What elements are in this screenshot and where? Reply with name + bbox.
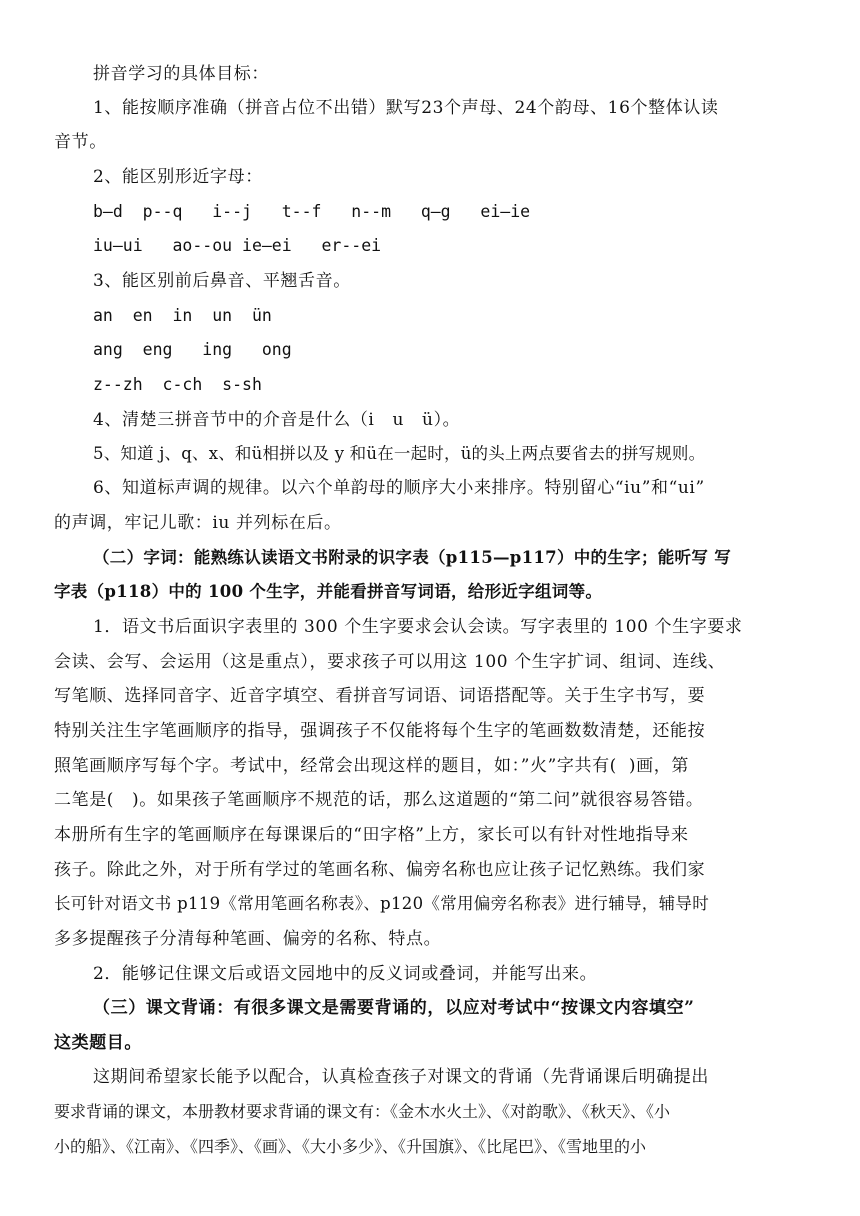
text-line: 1、能按顺序准确（拼音占位不出错）默写23个声母、24个韵母、16个整体认读 — [93, 98, 719, 118]
text-line: 孩子。除此之外，对于所有学过的笔画名称、偏旁名称也应让孩子记忆熟练。我们家 — [54, 860, 706, 880]
pinyin-example-line: ang eng ing ong — [93, 340, 292, 359]
text-line: 的声调，牢记儿歌：iu 并列标在后。 — [54, 513, 342, 533]
text-line: 音节。 — [54, 132, 107, 152]
text-line: 3、能区别前后鼻音、平翘舌音。 — [93, 271, 351, 291]
pinyin-example-line: an en in un ün — [93, 306, 272, 325]
text-line: 要求背诵的课文，本册教材要求背诵的课文有：《金木水火土》、《对韵歌》、《秋天》、《小 — [54, 1102, 671, 1121]
section-heading-vocabulary: 字表（p118）中的 100 个生字，并能看拼音写词语，给形近字组词等。 — [54, 582, 603, 601]
section-heading-vocabulary: （二）字词：能熟练认读语文书附录的识字表（p115—p117）中的生字；能听写 写 — [93, 548, 732, 567]
text-line: 1．语文书后面识字表里的 300 个生字要求会认会读。写字表里的 100 个生字要求 — [93, 617, 743, 637]
pinyin-example-line: b—d p--q i--j t--f n--m q—g ei—ie — [93, 202, 531, 221]
text-line: 本册所有生字的笔画顺序在每课课后的“田字格”上方，家长可以有针对性地指导来 — [54, 825, 689, 845]
text-line: 这期间希望家长能予以配合，认真检查孩子对课文的背诵（先背诵课后明确提出 — [93, 1067, 709, 1087]
text-line: 2．能够记住课文后或语文园地中的反义词或叠词，并能写出来。 — [93, 964, 598, 984]
heading-pinyin-goals: 拼音学习的具体目标： — [93, 64, 269, 84]
text-line: 4、清楚三拼音节中的介音是什么（i u ü）。 — [93, 410, 461, 430]
text-line: 会读、会写、会运用（这是重点），要求孩子可以用这 100 个生字扩词、组词、连线、 — [54, 652, 726, 672]
text-line: 长可针对语文书 p119《常用笔画名称表》、p120《常用偏旁名称表》进行辅导，辅导时 — [54, 894, 710, 913]
text-line: 照笔画顺序写每个字。考试中，经常会出现这样的题目，如：”火”字共有( )画，第 — [54, 756, 689, 776]
text-line: 二笔是( )。如果孩子笔画顺序不规范的话，那么这道题的“第二问”就很容易答错。 — [54, 790, 704, 810]
text-line: 5、知道 j、q、x、和ü相拼以及 y 和ü在一起时，ü的头上两点要省去的拼写规则。 — [93, 444, 706, 463]
section-heading-recitation: 这类题目。 — [54, 1033, 142, 1053]
text-line: 写笔顺、选择同音字、近音字填空、看拼音写词语、词语搭配等。关于生字书写，要 — [54, 686, 706, 706]
text-line: 小的船》、《江南》、《四季》、《画》、《大小多少》、《升国旗》、《比尾巴》、《雪地里的小 — [54, 1137, 647, 1156]
section-heading-recitation: （三）课文背诵：有很多课文是需要背诵的，以应对考试中“按课文内容填空” — [93, 998, 695, 1018]
text-line: 多多提醒孩子分清每种笔画、偏旁的名称、特点。 — [54, 929, 442, 949]
text-line: 2、能区别形近字母： — [93, 167, 263, 187]
text-line: 特别关注生字笔画顺序的指导，强调孩子不仅能将每个生字的笔画数数清楚，还能按 — [54, 721, 706, 741]
text-line: 6、知道标声调的规律。以六个单韵母的顺序大小来排序。特别留心“iu”和“ui” — [93, 478, 705, 498]
pinyin-example-line: z--zh c-ch s-sh — [93, 375, 262, 394]
pinyin-example-line: iu—ui ao--ou ie—ei er--ei — [93, 236, 382, 255]
